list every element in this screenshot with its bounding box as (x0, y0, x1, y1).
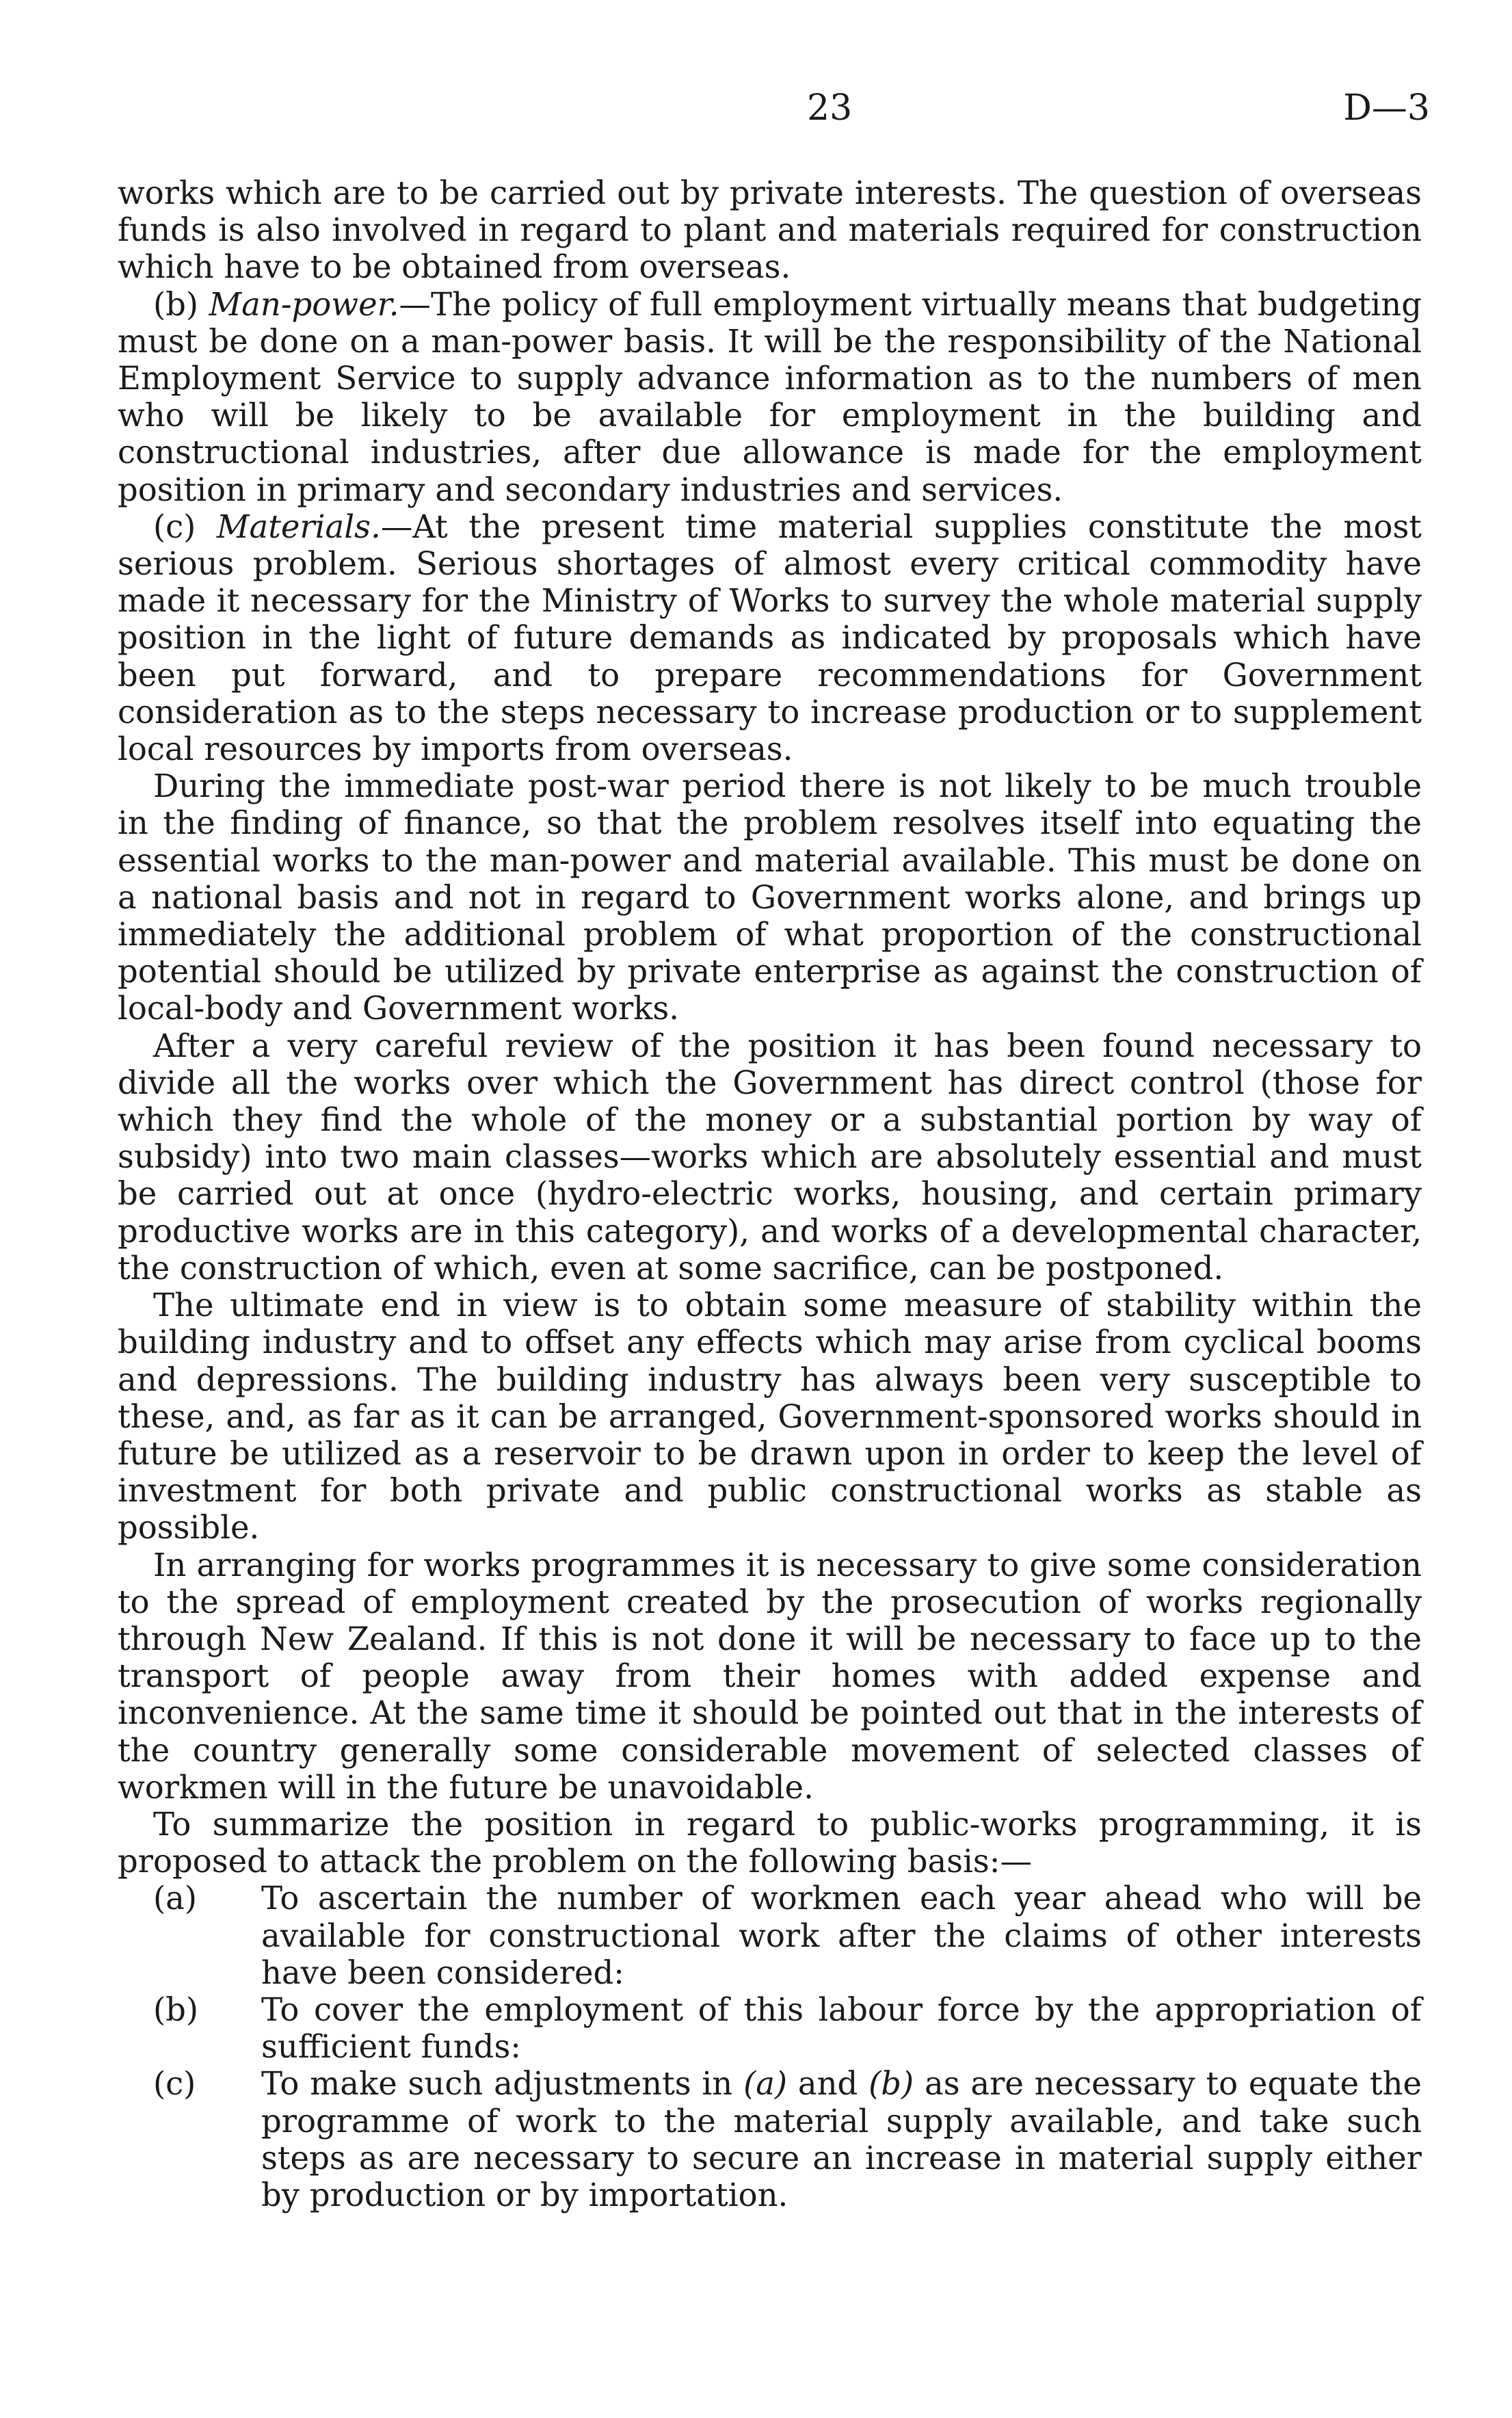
paragraph-materials (118, 508, 1422, 767)
paragraph-text: —At the present time material supplies constitute the most serious problem. Serious shortages of almost every critical commodity have made it necessary for the Ministry of Works to survey the whole material supply position in the light of future demands as indicated by proposals which have been put forward, and to prepare recommendations for Government consideration as to the steps necessary to increase production or to supplement local resources by imports from overseas. (118, 508, 1422, 768)
list-marker: (c) (153, 2065, 196, 2103)
paragraph: The ultimate end in view is to obtain some measure of stability within the building industry and to offset any effects which may arise from cyclical booms and depressions. The building industry has always been very susceptible to these, and, as far as it can be arranged, Government-sponsored works should in future be utilized as a reservoir to be drawn upon in order to keep the level of investment for both private and public constructional works as stable as possible. (118, 1287, 1422, 1547)
paragraph-text: —The policy of full employment virtually means that budgeting must be done on a man-power basis. It will be the responsibility of the National Employment Service to supply advance information as to the numbers of men who will be likely to be available for employment in the building and constructional industries, after due allowance is made for the employment position in primary and secondary industries and services. (118, 285, 1422, 508)
page-number: 23 (807, 88, 853, 129)
list-item (118, 1991, 1422, 2065)
document-reference: D—3 (1343, 88, 1430, 129)
paragraph: In arranging for works programmes it is necessary to give some consideration to the spread of employment created by the prosecution of works regionally through New Zealand. If this is not done it will be necessary to face up to the transport of people away from their homes with added expense and inconvenience. At the same time it should be pointed out that in the interests of the country generally some considerable movement of selected classes of workmen will in the future be unavoidable. (118, 1546, 1422, 1806)
section-heading: Materials. (216, 508, 381, 545)
cross-reference: (b) (868, 2065, 914, 2103)
paragraph: After a very careful review of the position it has been found necessary to divide all the works over which the Government has direct control (those for which they find the whole of the money or a substantial portion by way of subsidy) into two main classes—works which are absolutely essential and must be carried out at once (hydro-electric works, housing, and certain primary productive works are in this category), and works of a developmental character, the construction of which, even at some sacrifice, can be postponed. (118, 1027, 1422, 1287)
list-item-text: To make such adjustments in (261, 2065, 733, 2103)
list-marker: (a) (153, 1880, 198, 1917)
list-item-text: and (797, 2065, 858, 2103)
list-item (118, 1880, 1422, 1991)
section-heading: Man-power. (209, 285, 399, 323)
paragraph: To summarize the position in regard to public-works programming, it is proposed to attack the problem on the following basis:— (118, 1805, 1422, 1880)
body-text (118, 174, 1422, 2213)
list-item-text: To cover the employment of this labour force by the appropriation of sufficient funds: (261, 1990, 1422, 2066)
list-marker: (b) (153, 1990, 199, 2028)
cross-reference: (a) (743, 2065, 788, 2103)
paragraph-manpower (118, 286, 1422, 508)
list-item-text: as are necessary to equate the programme of work to the material supply available, and take such steps as are necessary to secure an increase in material supply either by production or by importation. (261, 2065, 1422, 2213)
page-header (116, 88, 1430, 142)
section-label: (c) (153, 508, 196, 545)
list-item-text: To ascertain the number of workmen each year ahead who will be available for constructional work after the claims of other interests have been considered: (261, 1880, 1422, 1991)
paragraph: works which are to be carried out by private interests. The question of overseas funds is also involved in regard to plant and materials required for construction which have to be obtained from overseas. (118, 174, 1422, 286)
section-label: (b) (153, 285, 199, 323)
paragraph: During the immediate post-war period there is not likely to be much trouble in the finding of finance, so that the problem resolves itself into equating the essential works to the man-power and material available. This must be done on a national basis and not in regard to Government works alone, and brings up immediately the additional problem of what proportion of the constructional potential should be utilized by private enterprise as against the construction of local-body and Government works. (118, 767, 1422, 1027)
list-item (118, 2065, 1422, 2213)
